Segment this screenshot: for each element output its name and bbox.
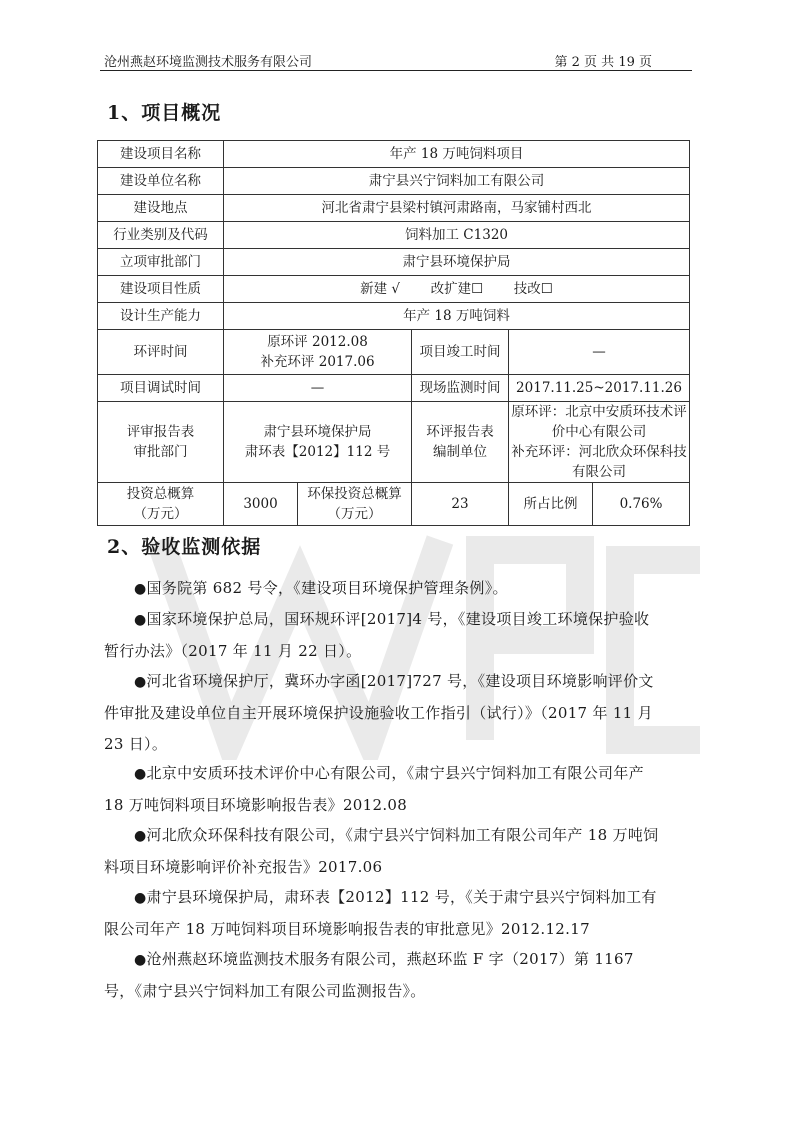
table-row [98, 276, 690, 303]
label-invest [98, 483, 224, 526]
compile-line-3: 补充环评：河北欣众环保科技 [511, 444, 687, 460]
section-title-basis: 2、验收监测依据 [107, 536, 262, 558]
basis-item [104, 820, 664, 883]
table-row [98, 303, 690, 330]
page-header [100, 48, 692, 71]
basis-text: 国务院第 682 号令，《建设项目环境保护管理条例》。 [146, 579, 508, 597]
basis-item [104, 758, 664, 821]
table-row [98, 483, 690, 526]
basis-text: 河北欣众环保科技有限公司，《肃宁县兴宁饲料加工有限公司年产 18 万吨饲料项目环境影响评价补充报告》2017.06 [104, 826, 659, 876]
basis-text: 河北省环境保护厅，冀环办字函[2017]727 号，《建设项目环境影响评价文件审批及建设单位自主开展环境保护设施验收工作指引（试行）》（2017 年 11 月 23 日）。 [104, 672, 654, 753]
label-debug-time: 项目调试时间 [98, 375, 224, 402]
value-industry: 饲料加工 C1320 [224, 222, 690, 249]
table-row [98, 141, 690, 168]
bullet-icon: ● [134, 674, 147, 690]
value-review-dept [224, 402, 412, 483]
compile-line-2: 价中心有限公司 [551, 424, 647, 440]
env-invest-label-line-1: 环保投资总概算 [307, 486, 402, 502]
header-page-info: 第 2 页 共 19 页 [554, 55, 652, 70]
section-title-overview: 1、项目概况 [107, 102, 222, 124]
nature-new: 新建 √ [360, 281, 400, 297]
compile-label-line-1: 环评报告表 [426, 424, 494, 440]
label-monitor-time: 现场监测时间 [412, 375, 509, 402]
nature-expand: 改扩建☐ [430, 281, 484, 297]
basis-item [104, 882, 664, 945]
label-review-dept [98, 402, 224, 483]
value-unit-name: 肃宁县兴宁饲料加工有限公司 [224, 168, 690, 195]
label-completion: 项目竣工时间 [412, 330, 509, 375]
value-approval-dept: 肃宁县环境保护局 [224, 249, 690, 276]
table-row [98, 168, 690, 195]
project-overview-table [97, 140, 690, 526]
value-monitor-time: 2017.11.25~2017.11.26 [509, 375, 690, 402]
compile-line-4: 有限公司 [572, 464, 626, 480]
label-location: 建设地点 [98, 195, 224, 222]
review-dept-name: 肃宁县环境保护局 [263, 424, 372, 440]
label-unit-name: 建设单位名称 [98, 168, 224, 195]
eia-time-supplement: 补充环评 2017.06 [260, 354, 375, 370]
value-compile-unit [509, 402, 690, 483]
value-nature [224, 276, 690, 303]
basis-item [104, 604, 664, 667]
review-label-line-2: 审批部门 [133, 444, 188, 460]
value-location: 河北省肃宁县梁村镇河肃路南，马家铺村西北 [224, 195, 690, 222]
bullet-icon: ● [134, 766, 147, 782]
table-row [98, 402, 690, 483]
label-ratio: 所占比例 [509, 483, 593, 526]
value-debug-time: — [224, 375, 412, 402]
review-dept-doc: 肃环表【2012】112 号 [244, 444, 391, 460]
eia-time-original: 原环评 2012.08 [267, 334, 368, 350]
table-row [98, 222, 690, 249]
value-eia-time [224, 330, 412, 375]
bullet-icon: ● [134, 581, 147, 597]
invest-label-line-1: 投资总概算 [126, 486, 195, 502]
bullet-icon: ● [134, 952, 147, 968]
invest-label-line-2: （万元） [133, 506, 188, 522]
table-row [98, 330, 690, 375]
label-approval-dept: 立项审批部门 [98, 249, 224, 276]
basis-text: 肃宁县环境保护局，肃环表【2012】112 号，《关于肃宁县兴宁饲料加工有限公司年产 18 万吨饲料项目环境影响报告表的审批意见》2012.12.17 [104, 888, 657, 938]
basis-text: 北京中安质环技术评价中心有限公司，《肃宁县兴宁饲料加工有限公司年产 18 万吨饲料项目环境影响报告表》2012.08 [104, 764, 644, 814]
table-row [98, 195, 690, 222]
nature-tech: 技改☐ [513, 281, 553, 297]
review-label-line-1: 评审报告表 [126, 424, 195, 440]
basis-text: 国家环境保护总局，国环规环评[2017]4 号，《建设项目竣工环境保护验收暂行办法》（2017 年 11 月 22 日）。 [104, 610, 650, 660]
label-env-invest [298, 483, 412, 526]
value-capacity: 年产 18 万吨饲料 [224, 303, 690, 330]
value-invest: 3000 [224, 483, 298, 526]
header-company: 沧州燕赵环境监测技术服务有限公司 [104, 55, 313, 70]
env-invest-label-line-2: （万元） [327, 506, 382, 522]
value-completion: — [509, 330, 690, 375]
compile-line-1: 原环评：北京中安质环技术评 [511, 404, 687, 420]
bullet-icon: ● [134, 612, 147, 628]
table-row [98, 249, 690, 276]
bullet-icon: ● [134, 890, 147, 906]
basis-item [104, 573, 664, 605]
basis-item [104, 944, 664, 1007]
label-nature: 建设项目性质 [98, 276, 224, 303]
table-row [98, 375, 690, 402]
basis-item [104, 666, 664, 760]
value-ratio: 0.76% [593, 483, 690, 526]
value-project-name: 年产 18 万吨饲料项目 [224, 141, 690, 168]
label-compile-unit [412, 402, 509, 483]
label-project-name: 建设项目名称 [98, 141, 224, 168]
label-eia-time: 环评时间 [98, 330, 224, 375]
label-industry: 行业类别及代码 [98, 222, 224, 249]
basis-text: 沧州燕赵环境监测技术服务有限公司，燕赵环监 F 字（2017）第 1167 号，《肃宁县兴宁饲料加工有限公司监测报告》。 [104, 950, 634, 1000]
bullet-icon: ● [134, 828, 147, 844]
compile-label-line-2: 编制单位 [433, 444, 487, 460]
value-env-invest: 23 [412, 483, 509, 526]
label-capacity: 设计生产能力 [98, 303, 224, 330]
